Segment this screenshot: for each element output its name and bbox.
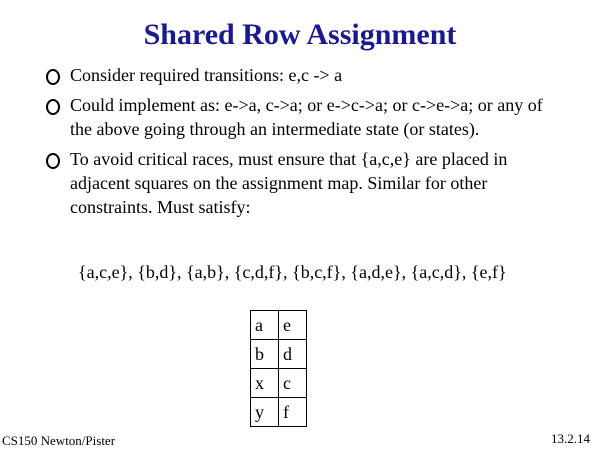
slide-title: Shared Row Assignment [143, 18, 457, 51]
map-row [251, 369, 307, 398]
map-cell: b [251, 340, 279, 369]
bullet-text: To avoid critical races, must ensure that {a,c,e} are placed in adjacent squares on the assignment map. Similar for other constraints. Must satisfy: [70, 149, 508, 217]
footer-slide-number: 13.2.14 [551, 431, 590, 446]
bullet-text: Could implement as: e->a, c->a; or e->c->a; or c->e->a; or any of the above going through an intermediate state (or states). [70, 95, 543, 139]
bullet-item [46, 93, 566, 141]
map-cell: a [251, 311, 279, 340]
map-cell: f [279, 398, 307, 427]
bullet-text: Consider required transitions: e,c -> a [70, 65, 343, 85]
map-cell: y [251, 398, 279, 427]
map-cell: e [279, 311, 307, 340]
constraint-sets: {a,c,e}, {b,d}, {a,b}, {c,d,f}, {b,c,f}, {a,d,e}, {a,c,d}, {e,f} [78, 262, 507, 282]
footer-course-label: CS150 Newton/Pister [2, 433, 116, 448]
bullet-item [46, 63, 566, 87]
hollow-circle-bullet-icon [46, 99, 60, 115]
map-cell: x [251, 369, 279, 398]
assignment-map [250, 310, 307, 427]
hollow-circle-bullet-icon [46, 69, 60, 85]
map-row [251, 311, 307, 340]
hollow-circle-bullet-icon [46, 153, 60, 169]
map-cell: d [279, 340, 307, 369]
map-cell: c [279, 369, 307, 398]
bullet-list [46, 63, 566, 225]
map-row [251, 340, 307, 369]
bullet-item [46, 147, 566, 219]
map-row [251, 398, 307, 427]
